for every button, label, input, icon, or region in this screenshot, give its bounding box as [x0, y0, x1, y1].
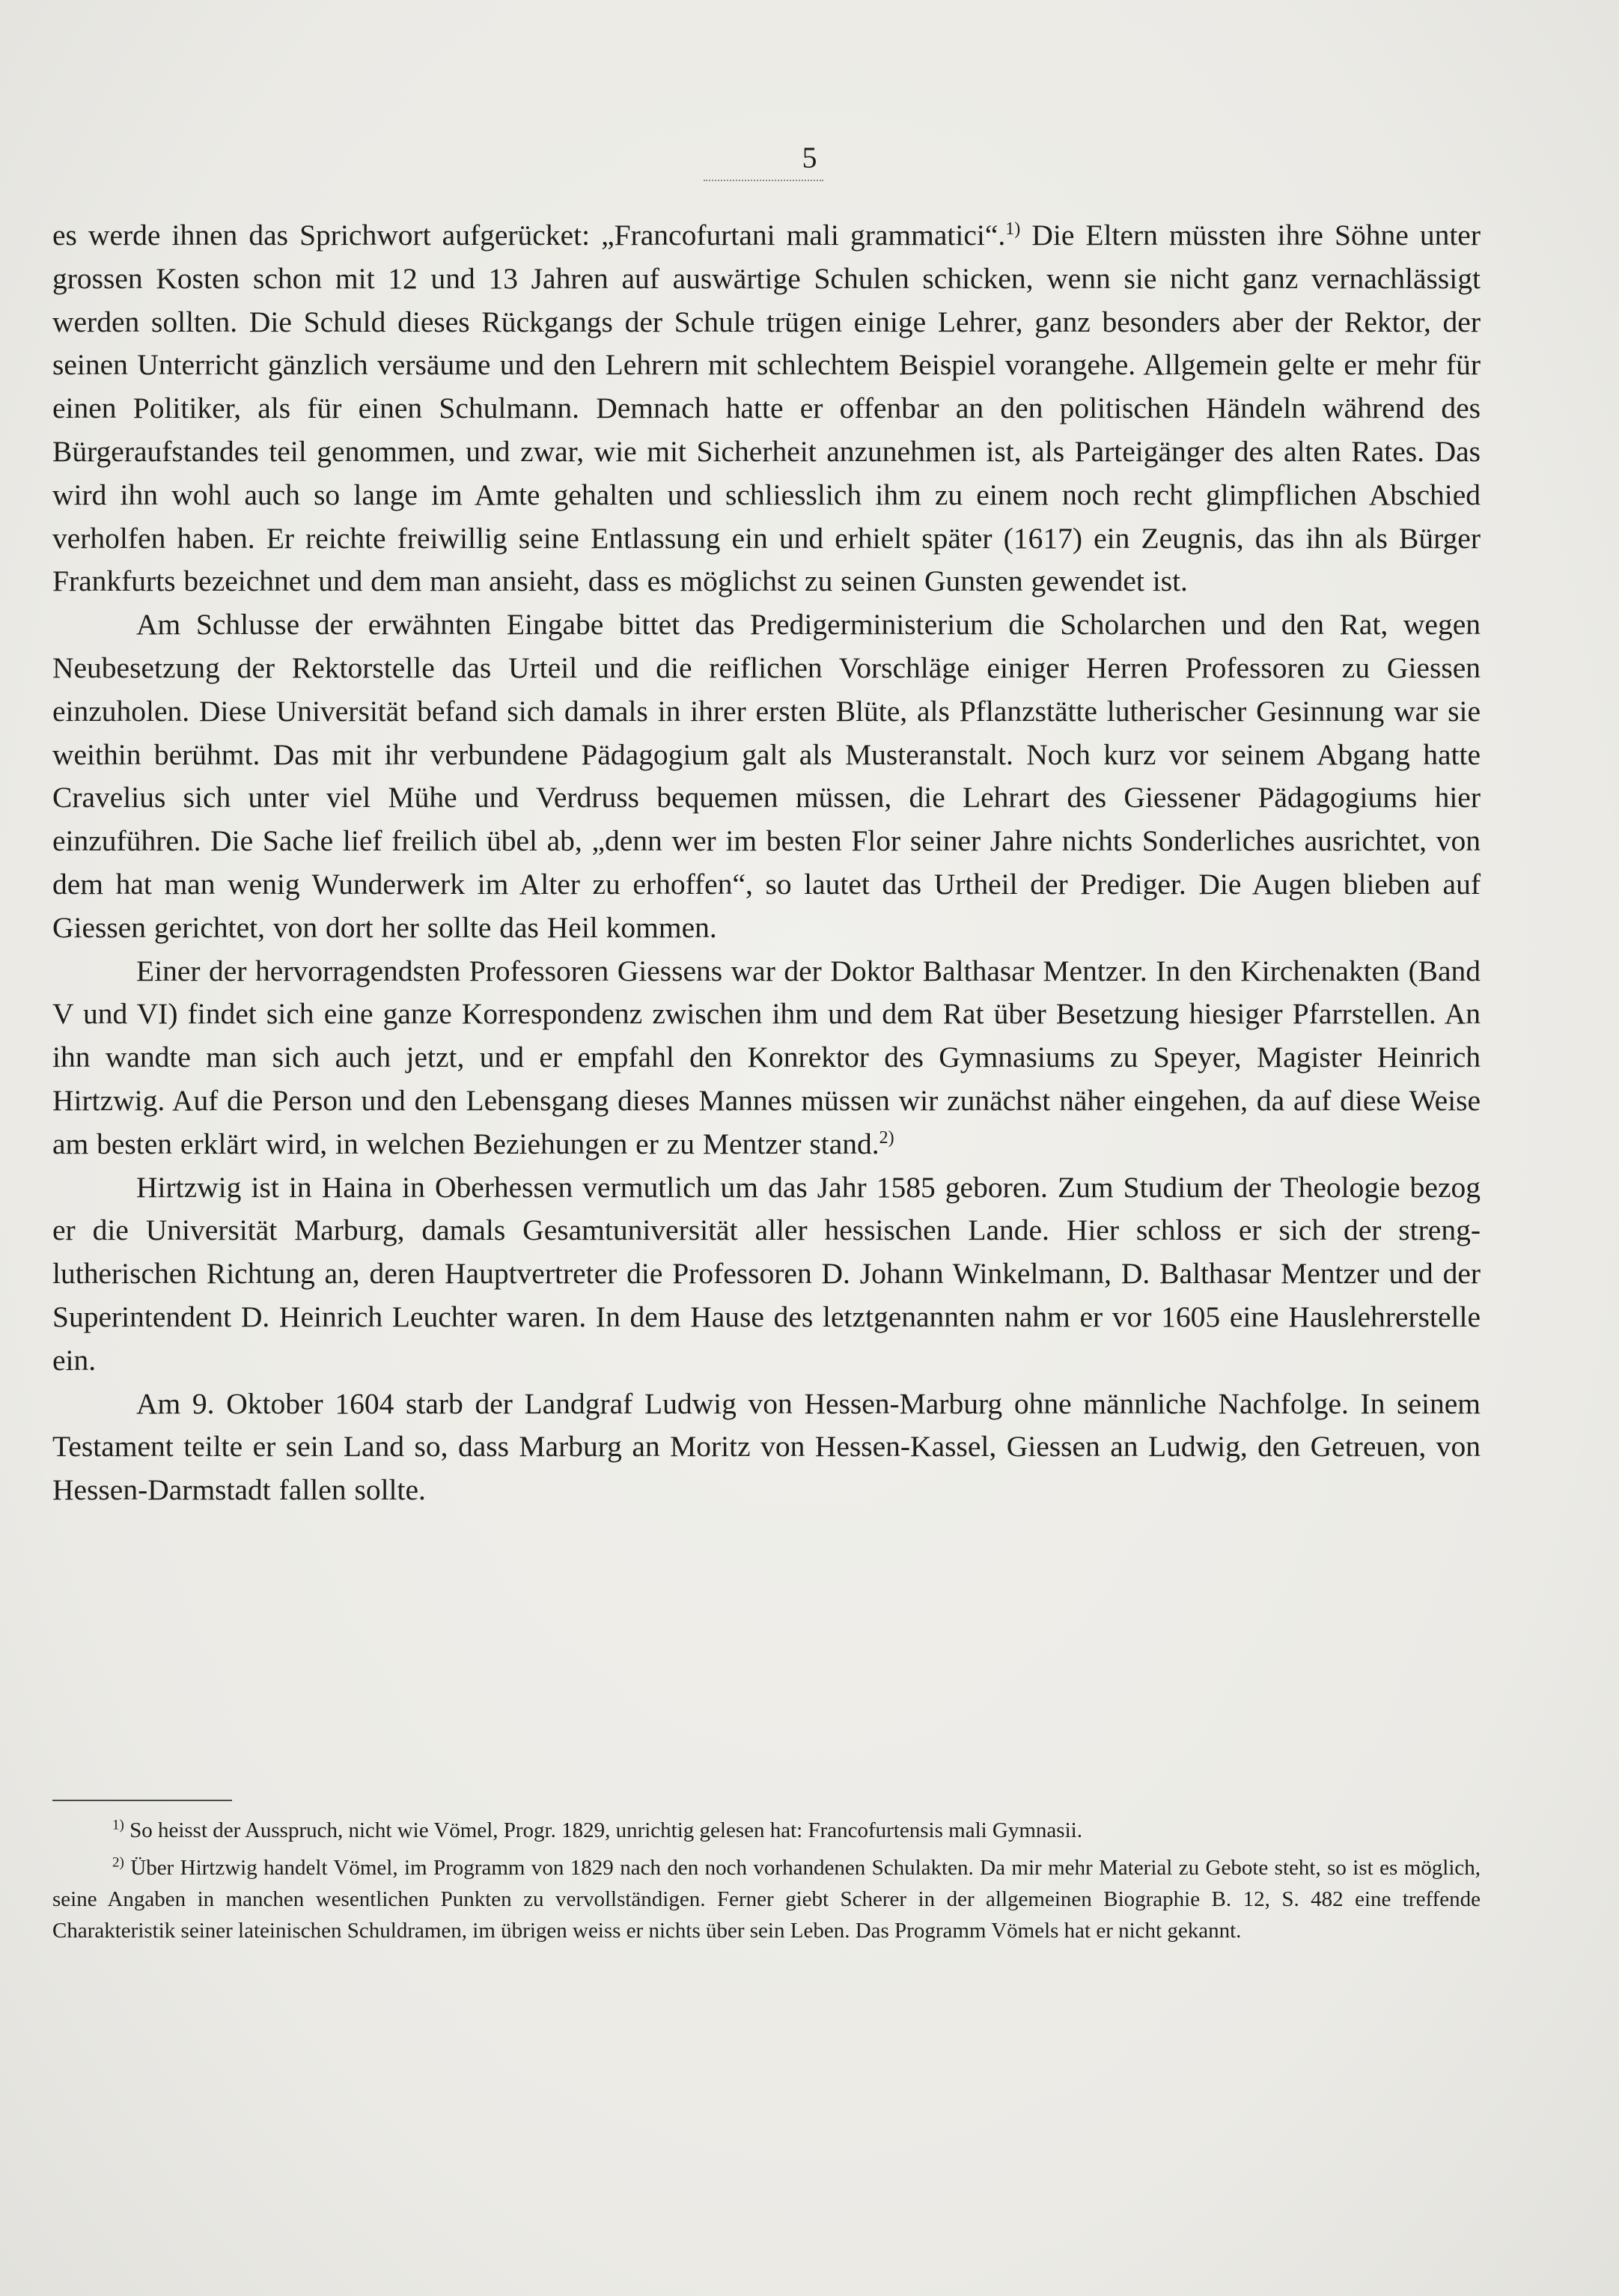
footnote-2 [52, 1852, 1481, 1946]
paragraph-5: Am 9. Oktober 1604 starb der Landgraf Ludwig von Hessen-Marburg ohne männliche Nachfolge. In seinem Testament teilte er sein Land so, dass Marburg an Moritz von Hessen-Kassel, Giessen an Ludwig, den Getreuen, von Hessen-Darmstadt fallen sollte. [52, 1386, 1481, 1507]
footnote-2-mark: 2) [112, 1854, 124, 1871]
footnote-1 [52, 1815, 1481, 1846]
footnote-ref-2: 2) [879, 1127, 894, 1148]
footnote-1-text: So heisst der Ausspruch, nicht wie Vömel, Progr. 1829, unrichtig gelesen hat: Francofurtensis mali Gymnasii. [124, 1818, 1082, 1842]
paragraph-1-text-end: Die Eltern müssten ihre Söhne unter grossen Kosten schon mit 12 und 13 Jahren auf auswärtige Schulen schicken, wenn sie nicht ganz vernachlässigt werden sollten. Die Schuld dieses Rückgangs der Schule trügen einige Lehrer, ganz besonders aber der Rektor, der seinen Unterricht gänzlich versäume und den Lehrern mit schlechtem Beispiel vorangehe. Allgemein gelte er mehr für einen Politiker, als für einen Schulmann. Demnach hatte er offenbar an den politischen Händeln während des Bürgeraufstandes teil genommen, und zwar, wie mit Sicherheit anzunehmen ist, als Parteigänger des alten Rates. Das wird ihn wohl auch so lange im Amte gehalten und schliesslich ihm zu einem noch recht glimpflichen Abschied verholfen haben. Er reichte freiwillig seine Entlassung ein und erhielt später (1617) ein Zeugnis, das ihn als Bürger Frankfurts bezeichnet und dem man ansieht, dass es möglichst zu seinen Gunsten gewendet ist. [52, 219, 1481, 598]
paragraph-3-text: Einer der hervorragendsten Professoren Giessens war der Doktor Balthasar Mentzer. In den Kirchenakten (Band V und VI) findet sich eine ganze Korrespondenz zwischen ihm und dem Rat über Besetzung hiesiger Pfarrstellen. An ihn wandte man sich auch jetzt, und er empfahl den Konrektor des Gymnasiums zu Speyer, Magister Heinrich Hirtzwig. Auf die Person und den Lebensgang dieses Mannes müssen wir zunächst näher eingehen, da auf diese Weise am besten erklärt wird, in welchen Beziehungen er zu Mentzer stand. [52, 954, 1481, 1160]
paragraph-1 [52, 214, 1481, 603]
footnote-1-mark: 1) [112, 1817, 124, 1833]
main-text [52, 214, 1481, 1512]
paragraph-4: Hirtzwig ist in Haina in Oberhessen vermutlich um das Jahr 1585 geboren. Zum Studium der Theologie bezog er die Universität Marburg, damals Gesamtuniversität aller hessischen Lande. Hier schloss er sich der streng-lutherischen Richtung an, deren Hauptvertreter die Professoren D. Johann Winkelmann, D. Balthasar Mentzer und der Superintendent D. Heinrich Leuchter waren. In dem Hause des letztgenannten nahm er vor 1605 eine Hauslehrerstelle ein. [52, 1170, 1481, 1377]
paragraph-3 [52, 950, 1481, 1166]
paragraph-2: Am Schlusse der erwähnten Eingabe bittet das Predigerministerium die Scholarchen und den Rat, wegen Neubesetzung der Rektorstelle das Urteil und die reiflichen Vorschläge einiger Herren Professoren zu Giessen einzuholen. Diese Universität befand sich damals in ihrer ersten Blüte, als Pflanzstätte lutherischer Gesinnung war sie weithin berühmt. Das mit ihr verbundene Pädagogium galt als Musteranstalt. Noch kurz vor seinem Abgang hatte Cravelius sich unter viel Mühe und Verdruss bequemen müssen, die Lehrart des Giessener Pädagogiums hier einzuführen. Die Sache lief freilich übel ab, „denn wer im besten Flor seiner Jahre nichts Sonderliches ausrichtet, von dem hat man wenig Wunderwerk im Alter zu erhoffen“, so lautet das Urtheil der Prediger. Die Augen blieben auf Giessen gerichtet, von dort her sollte das Heil kommen. [52, 608, 1481, 944]
footnote-2-text: Über Hirtzwig handelt Vömel, im Programm von 1829 nach den noch vorhandenen Schulakten. Da mir mehr Material zu Gebote steht, so ist es möglich, seine Angaben in manchen wesentlichen Punkten zu vervollständigen. Ferner giebt Scherer in der allgemeinen Biographie B. 12, S. 482 eine treffende Charakteristik seiner lateinischen Schuldramen, im übrigen weiss er nichts über sein Leben. Das Programm Vömels hat er nicht gekannt. [52, 1856, 1481, 1943]
page-number-ornament [704, 180, 823, 184]
page-number: 5 [802, 141, 817, 174]
paragraph-1-text-start: es werde ihnen das Sprichwort aufgerücket: „Francofurtani mali grammatici“. [52, 219, 1006, 252]
footnote-ref-1: 1) [1005, 219, 1021, 239]
footnote-divider [52, 1800, 232, 1801]
footnotes [52, 1815, 1481, 1952]
